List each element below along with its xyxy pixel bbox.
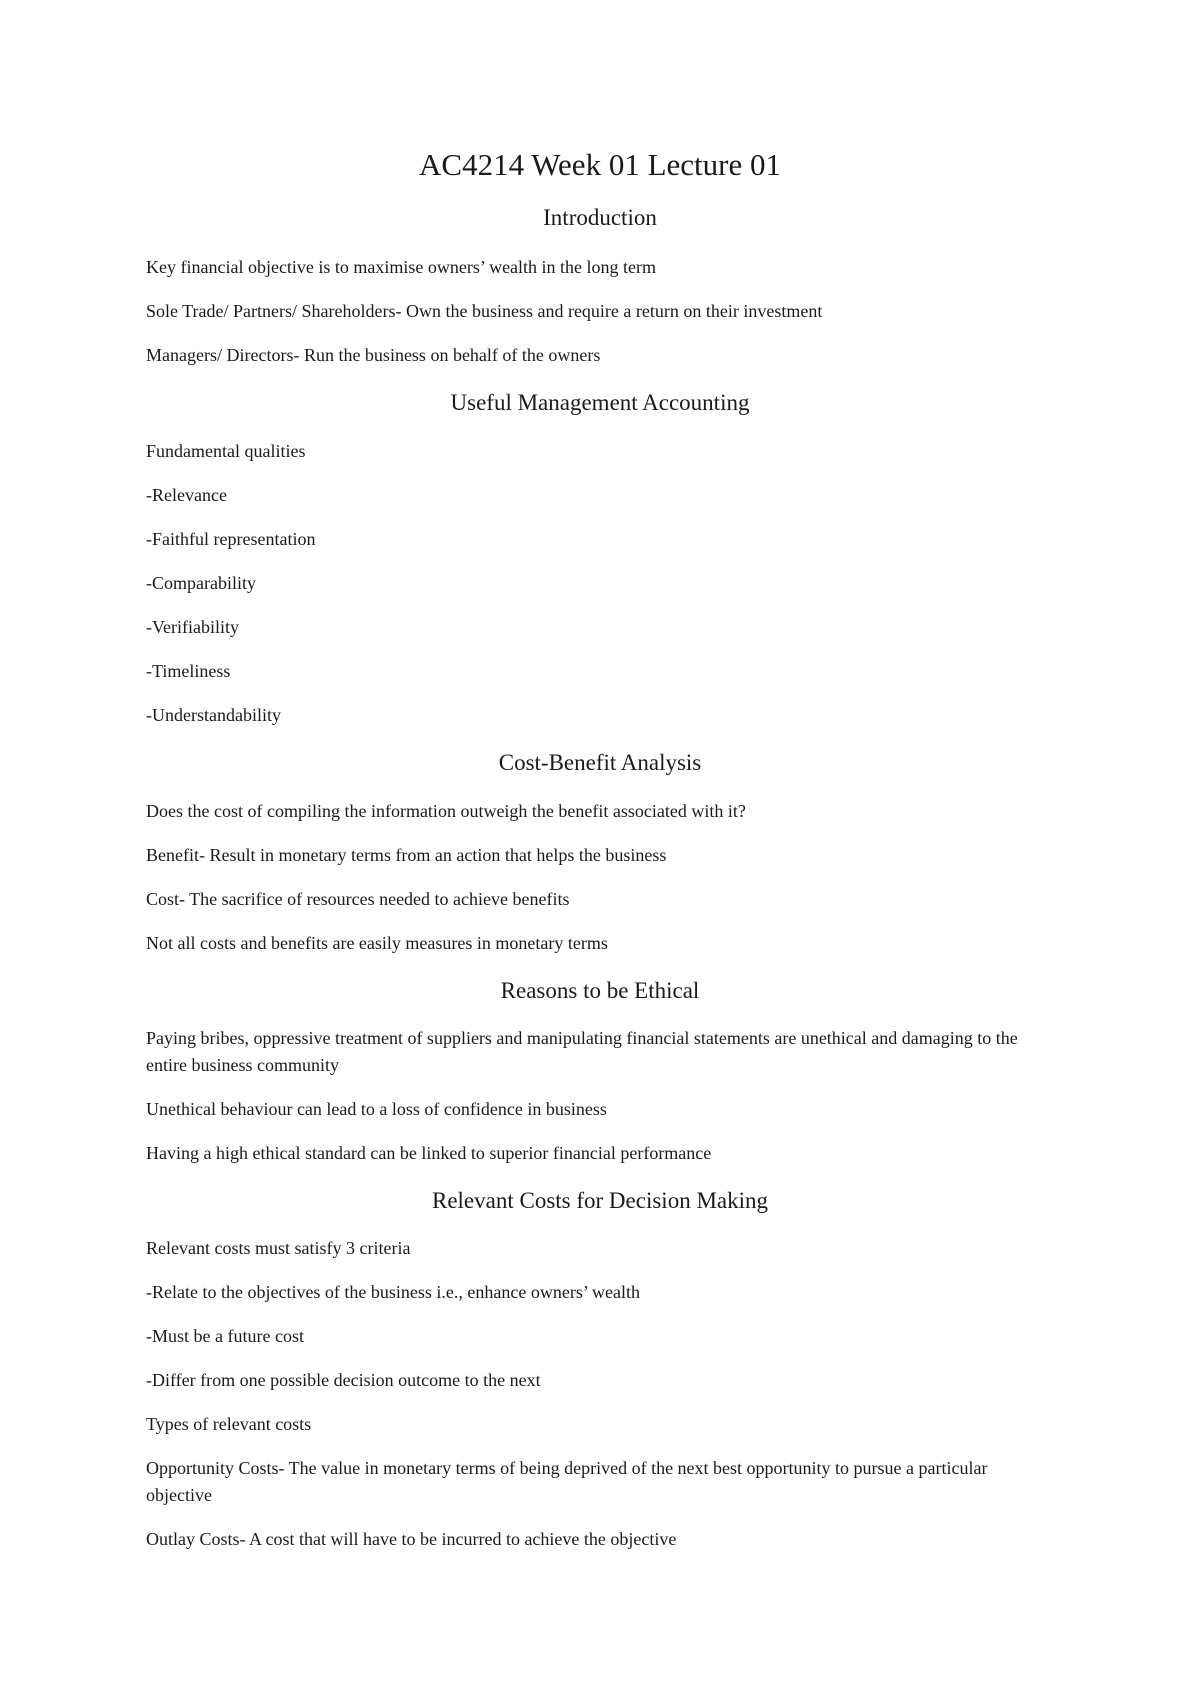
paragraph: Having a high ethical standard can be linked to superior financial performance [146, 1143, 712, 1163]
list-item: -Differ from one possible decision outcome to the next [146, 1370, 541, 1390]
document-title: AC4214 Week 01 Lecture 01 [419, 147, 781, 182]
paragraph: Benefit- Result in monetary terms from an action that helps the business [146, 845, 667, 865]
paragraph: Types of relevant costs [146, 1414, 312, 1434]
paragraph: Fundamental qualities [146, 441, 306, 461]
list-item: -Understandability [146, 705, 281, 725]
section-heading-cost-benefit-analysis: Cost-Benefit Analysis [498, 750, 702, 775]
list-item: -Must be a future cost [146, 1326, 304, 1346]
section-heading-relevant-costs: Relevant Costs for Decision Making [431, 1188, 768, 1213]
paragraph: Not all costs and benefits are easily measures in monetary terms [146, 933, 608, 953]
section-heading-useful-management-accounting: Useful Management Accounting [450, 390, 750, 415]
paragraph: Unethical behaviour can lead to a loss of confidence in business [146, 1099, 607, 1119]
section-heading-introduction: Introduction [543, 205, 657, 230]
section-heading-reasons-to-be-ethical: Reasons to be Ethical [500, 978, 700, 1003]
paragraph: Cost- The sacrifice of resources needed to achieve benefits [146, 889, 570, 909]
list-item: -Relevance [146, 485, 227, 505]
list-item: -Faithful representation [146, 529, 316, 549]
paragraph: Relevant costs must satisfy 3 criteria [146, 1238, 411, 1258]
list-item: -Verifiability [146, 617, 239, 637]
paragraph: Managers/ Directors- Run the business on behalf of the owners [146, 345, 601, 365]
paragraph: Outlay Costs- A cost that will have to be incurred to achieve the objective [146, 1529, 677, 1549]
paragraph: Sole Trade/ Partners/ Shareholders- Own the business and require a return on their investment [146, 301, 823, 321]
paragraph: Opportunity Costs- The value in monetary terms of being deprived of the next best opportunity to pursue a particular objective [146, 1458, 988, 1505]
list-item: -Relate to the objectives of the business i.e., enhance owners’ wealth [146, 1282, 640, 1302]
list-item: -Timeliness [146, 661, 231, 681]
list-item: -Comparability [146, 573, 256, 593]
paragraph: Key financial objective is to maximise owners’ wealth in the long term [146, 257, 657, 277]
paragraph: Does the cost of compiling the information outweigh the benefit associated with it? [146, 801, 746, 821]
paragraph: Paying bribes, oppressive treatment of suppliers and manipulating financial statements are unethical and damaging to the entire business community [146, 1028, 1018, 1075]
